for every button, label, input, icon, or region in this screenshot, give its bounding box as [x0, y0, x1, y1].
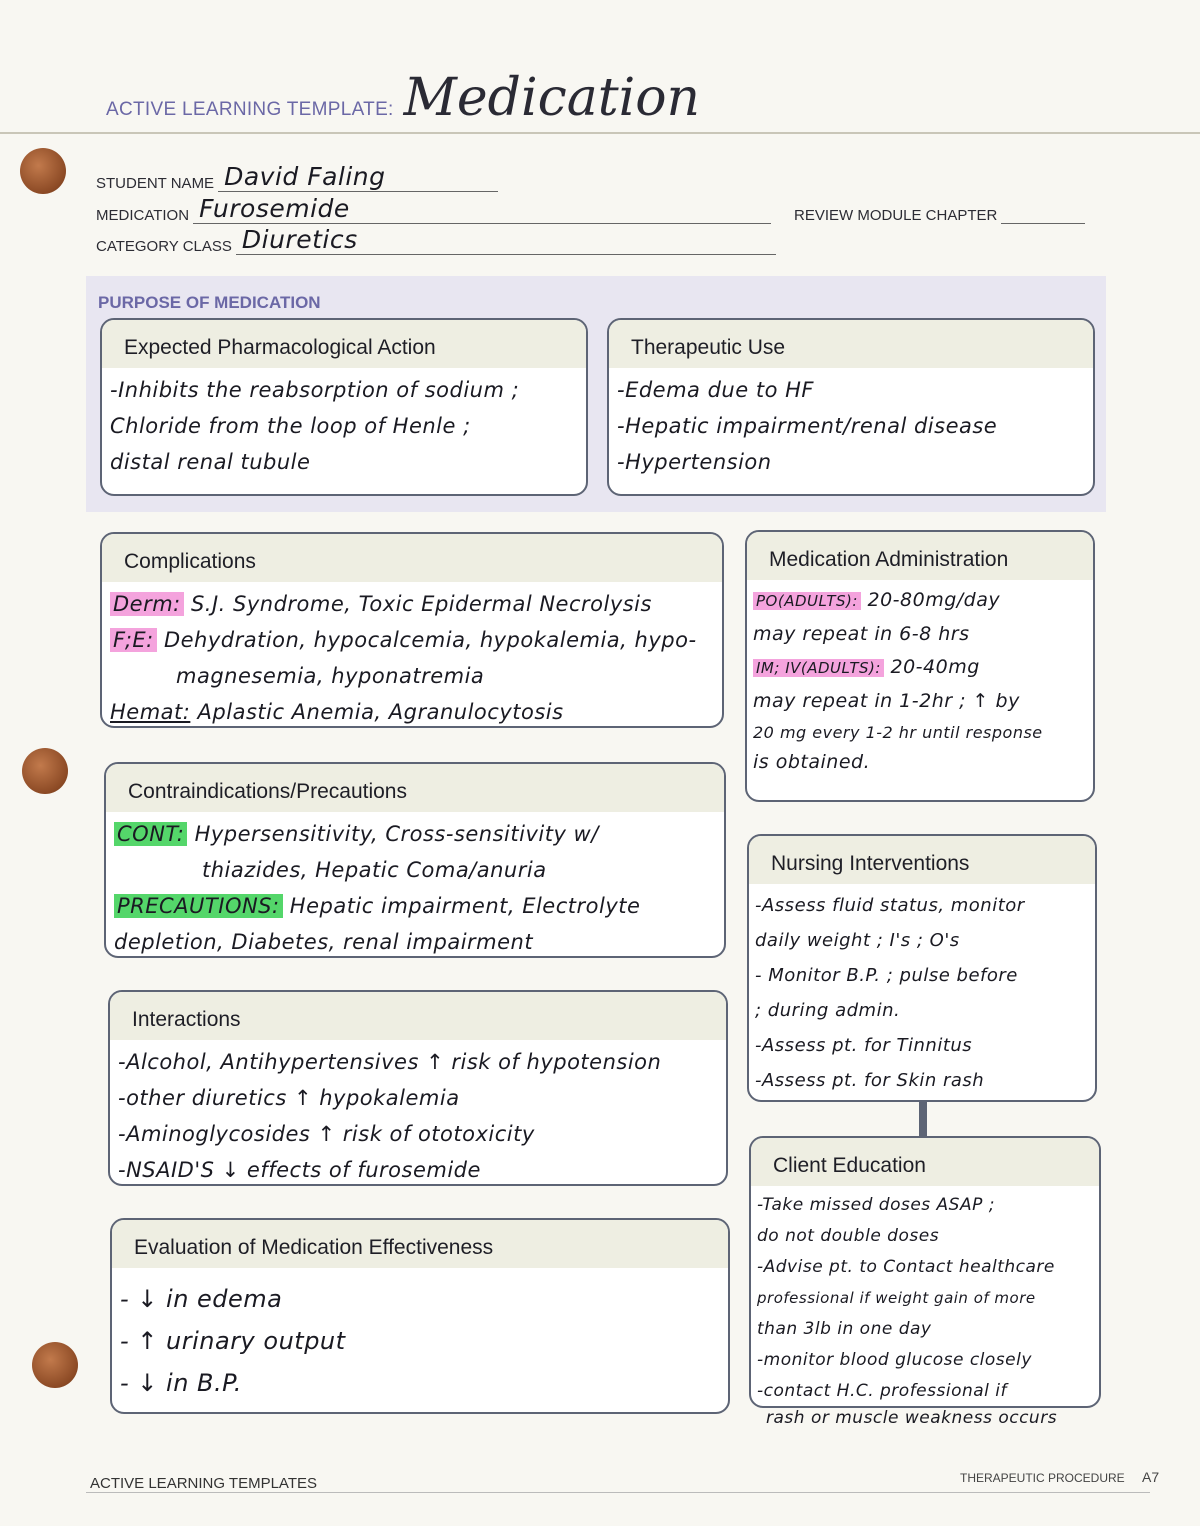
- evaluation-line: - ↓ in B.P.: [120, 1369, 242, 1397]
- education-line: than 3lb in one day: [757, 1319, 932, 1339]
- admin-im-repeat: may repeat in 1-2hr ; ↑ by: [753, 690, 1020, 712]
- admin-po-line: [753, 584, 1083, 618]
- complications-card: [100, 532, 724, 728]
- nursing-line: -Assess fluid status, monitor: [755, 895, 1025, 916]
- interaction-line: -NSAID'S ↓ effects of furosemide: [118, 1158, 481, 1182]
- binder-hole-bottom: [32, 1342, 78, 1388]
- expected-action-line: -Inhibits the reabsorption of sodium ;: [110, 378, 520, 402]
- page-number: A7: [1142, 1469, 1160, 1485]
- education-line: -Take missed doses ASAP ;: [757, 1195, 995, 1215]
- cont-tag: CONT:: [114, 822, 187, 846]
- hemat-text: Aplastic Anemia, Agranulocytosis: [197, 700, 564, 724]
- contraindication-line: [114, 816, 714, 852]
- category-class-value[interactable]: Diuretics: [236, 225, 776, 255]
- derm-tag: Derm:: [110, 592, 184, 616]
- template-title: Medication: [403, 68, 701, 128]
- education-title: Client Education: [751, 1138, 1099, 1186]
- therapeutic-use-line: -Edema due to HF: [617, 378, 814, 402]
- review-module-value[interactable]: [1001, 194, 1085, 224]
- education-line: -monitor blood glucose closely: [757, 1350, 1032, 1370]
- binder-hole-top: [20, 148, 66, 194]
- nursing-line: -Assess pt. for Tinnitus: [755, 1035, 973, 1056]
- interactions-card: [108, 990, 728, 1186]
- therapeutic-use-card: [607, 318, 1095, 496]
- binder-hole-middle: [22, 748, 68, 794]
- student-name-label: STUDENT NAME: [96, 175, 215, 192]
- footer-divider: [86, 1492, 1150, 1493]
- evaluation-line: - ↓ in edema: [120, 1285, 283, 1313]
- education-line: professional if weight gain of more: [757, 1289, 1036, 1307]
- contraindication-cont: thiazides, Hepatic Coma/anuria: [202, 858, 547, 882]
- nursing-line: daily weight ; I's ; O's: [755, 930, 960, 951]
- complication-fe: [110, 622, 712, 658]
- education-card: [749, 1136, 1101, 1408]
- fe-tag: F;E:: [110, 628, 157, 652]
- purpose-label: PURPOSE OF MEDICATION: [98, 293, 321, 312]
- medication-label: MEDICATION: [96, 207, 190, 224]
- footer-right: [960, 1469, 1159, 1485]
- po-tag: PO(ADULTS):: [753, 592, 861, 610]
- evaluation-card: [110, 1218, 730, 1414]
- education-line: -contact H.C. professional if: [757, 1381, 1008, 1401]
- category-class-field: [96, 225, 776, 255]
- student-name-value[interactable]: David Faling: [218, 162, 498, 192]
- education-line: do not double doses: [757, 1226, 940, 1246]
- medication-value[interactable]: Furosemide: [193, 194, 771, 224]
- im-dose: 20-40mg: [890, 656, 980, 678]
- page-title: [106, 68, 700, 128]
- precautions-text: Hepatic impairment, Electrolyte: [289, 894, 641, 918]
- review-module-label: REVIEW MODULE CHAPTER: [794, 207, 998, 224]
- interaction-line: -Aminoglycosides ↑ risk of ototoxicity: [118, 1122, 535, 1146]
- template-label: ACTIVE LEARNING TEMPLATE:: [106, 99, 394, 120]
- precautions-tag: PRECAUTIONS:: [114, 894, 283, 918]
- interactions-title: Interactions: [110, 992, 726, 1040]
- interaction-line: -other diuretics ↑ hypokalemia: [118, 1086, 460, 1110]
- nursing-line: ; during admin.: [755, 1000, 901, 1021]
- evaluation-title: Evaluation of Medication Effectiveness: [112, 1220, 728, 1268]
- nursing-line: -Assess pt. for Skin rash: [755, 1070, 985, 1091]
- nursing-line: - Monitor B.P. ; pulse before: [755, 965, 1018, 986]
- complications-title: Complications: [102, 534, 722, 582]
- therapeutic-use-line: -Hepatic impairment/renal disease: [617, 414, 998, 438]
- card-connector: [919, 1102, 927, 1138]
- category-class-label: CATEGORY CLASS: [96, 238, 232, 255]
- education-line: -Advise pt. to Contact healthcare: [757, 1257, 1055, 1277]
- cont-text: Hypersensitivity, Cross-sensitivity w/: [194, 822, 599, 846]
- expected-action-card: [100, 318, 588, 496]
- fe-text: Dehydration, hypocalcemia, hypokalemia, hypo-: [163, 628, 697, 652]
- expected-action-title: Expected Pharmacological Action: [102, 320, 586, 368]
- complication-derm: [110, 586, 712, 622]
- therapeutic-use-line: -Hypertension: [617, 450, 772, 474]
- medication-field: [96, 194, 771, 224]
- administration-card: [745, 530, 1095, 802]
- expected-action-line: Chloride from the loop of Henle ;: [110, 414, 471, 438]
- expected-action-line: distal renal tubule: [110, 450, 311, 474]
- admin-im-line: [753, 651, 1083, 685]
- precaution-cont: depletion, Diabetes, renal impairment: [114, 930, 534, 954]
- footer-left-label: ACTIVE LEARNING TEMPLATES: [90, 1475, 317, 1492]
- footer-right-label: THERAPEUTIC PROCEDURE: [960, 1471, 1125, 1485]
- complication-hemat: [110, 694, 712, 728]
- complication-fe-cont: magnesemia, hyponatremia: [176, 664, 485, 688]
- hemat-tag: Hemat:: [110, 700, 191, 724]
- student-name-field: [96, 162, 498, 192]
- nursing-card: [747, 834, 1097, 1102]
- education-overflow-line: rash or muscle weakness occurs: [766, 1408, 1058, 1428]
- administration-title: Medication Administration: [747, 532, 1093, 580]
- derm-text: S.J. Syndrome, Toxic Epidermal Necrolysis: [190, 592, 652, 616]
- po-dose: 20-80mg/day: [867, 589, 1001, 611]
- contraindications-title: Contraindications/Precautions: [106, 764, 724, 812]
- therapeutic-use-title: Therapeutic Use: [609, 320, 1093, 368]
- evaluation-line: - ↑ urinary output: [120, 1327, 346, 1355]
- title-divider: [0, 132, 1200, 134]
- interaction-line: -Alcohol, Antihypertensives ↑ risk of hypotension: [118, 1050, 662, 1074]
- precaution-line: [114, 888, 714, 924]
- admin-im-increase: 20 mg every 1-2 hr until response: [753, 723, 1043, 742]
- contraindications-card: [104, 762, 726, 958]
- im-tag: IM; IV(ADULTS):: [753, 659, 884, 677]
- admin-im-end: is obtained.: [753, 751, 871, 773]
- admin-po-repeat: may repeat in 6-8 hrs: [753, 623, 970, 645]
- nursing-title: Nursing Interventions: [749, 836, 1095, 884]
- review-module-field: [794, 194, 1085, 224]
